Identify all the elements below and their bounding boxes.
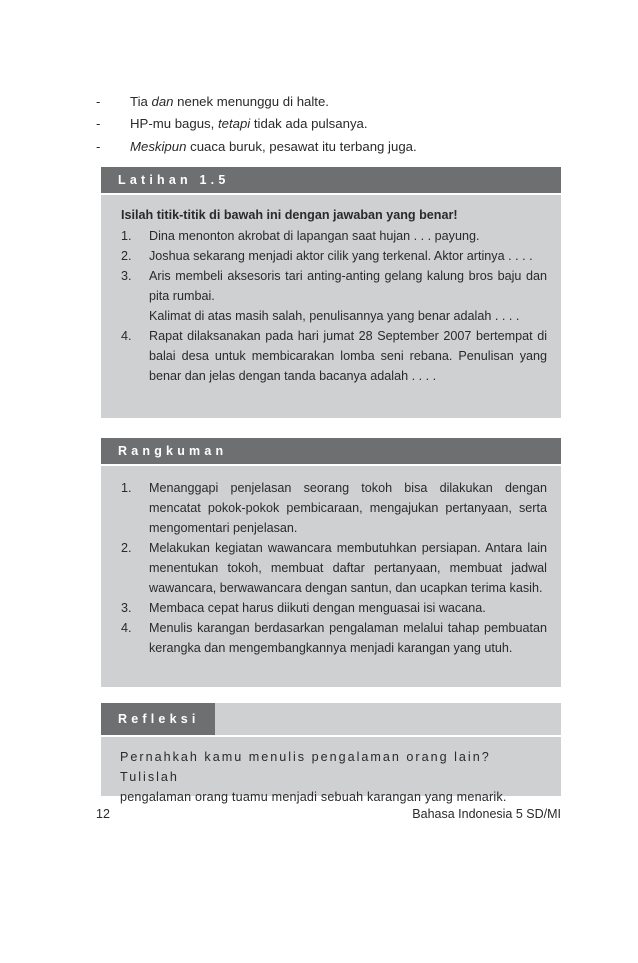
list-item: 2. Melakukan kegiatan wawancara membutuhkan persiapan. Antara lain menentukan tokoh, membuat daftar pertanyaan, membuat jadwal wawancara, berwawancara dengan santun, dan ucapkan terima kasih. [121, 541, 547, 595]
example-sentence: - Meskipun cuaca buruk, pesawat itu terbang juga. [96, 138, 417, 154]
list-item: 4. Rapat dilaksanakan pada hari jumat 28 September 2007 bertempat di balai desa untuk membicarakan lomba seni rebana. Penulisan yang benar dan jelas dengan tanda bacanya adalah . . . . [121, 329, 547, 383]
rangkuman-box [101, 438, 561, 687]
example-sentence: - HP-mu bagus, tetapi tidak ada pulsanya. [96, 116, 368, 132]
list-item: 1. Dina menonton akrobat di lapangan saat hujan . . . payung. [121, 229, 480, 243]
conjunction: dan [151, 93, 174, 109]
latihan-box [101, 167, 561, 418]
refleksi-text: pengalaman orang tuamu menjadi sebuah karangan yang menarik. [120, 790, 507, 804]
conjunction: tetapi [217, 116, 251, 132]
example-sentence: - Tia dan nenek menunggu di halte. [96, 93, 329, 109]
page-number: 12 [96, 807, 110, 821]
list-item: 4. Menulis karangan berdasarkan pengalaman melalui tahap pembuatan kerangka dan mengembangkannya menjadi karangan yang utuh. [121, 621, 547, 655]
list-item: 3. Aris membeli aksesoris tari anting-anting gelang kalung bros baju dan pita rumbai. Kalimat di atas masih salah, penulisannya yang benar adalah . . . . [121, 269, 547, 323]
latihan-title: Latihan 1.5 [101, 167, 561, 195]
example-sentences [96, 90, 556, 158]
refleksi-title: Refleksi [101, 703, 215, 735]
dash: - [96, 138, 101, 154]
latihan-instruction: Isilah titik-titik di bawah ini dengan jawaban yang benar! [121, 208, 458, 222]
refleksi-box [101, 703, 561, 804]
conjunction: Meskipun [130, 138, 187, 154]
list-item: 2. Joshua sekarang menjadi aktor cilik yang terkenal. Aktor artinya . . . . [121, 249, 533, 263]
dash: - [96, 116, 101, 132]
book-title: Bahasa Indonesia 5 SD/MI [412, 807, 561, 821]
dash: - [96, 93, 101, 109]
rangkuman-title: Rangkuman [101, 438, 561, 466]
list-item: 3. Membaca cepat harus diikuti dengan menguasai isi wacana. [121, 601, 486, 615]
refleksi-text: Pernahkah kamu menulis pengalaman orang lain? Tulislah [120, 750, 491, 784]
list-item: 1. Menanggapi penjelasan seorang tokoh bisa dilakukan dengan mencatat pokok-pokok pembicaraan, mengajukan pertanyaan, serta mengomentari penjelasan. [121, 481, 547, 535]
